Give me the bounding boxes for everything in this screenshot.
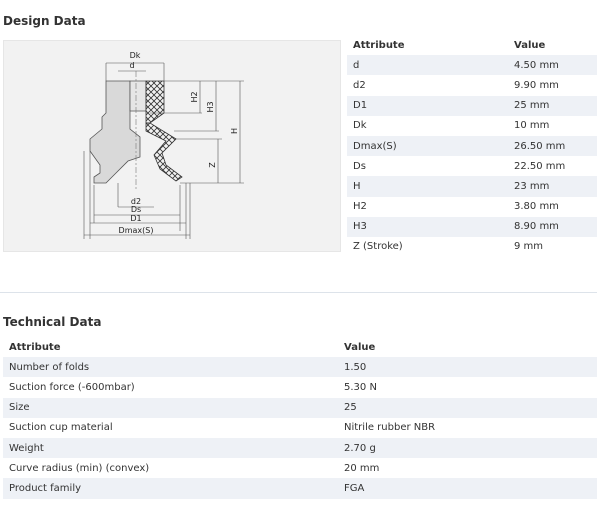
- row-attribute: Suction cup material: [9, 422, 113, 434]
- row-value: 23 mm: [508, 176, 597, 196]
- row-value: 4.50 mm: [508, 55, 597, 75]
- row-value: 1.50: [338, 357, 597, 377]
- table-row: [347, 55, 597, 75]
- dim-label-d2: d2: [130, 197, 142, 206]
- table-row: [3, 478, 597, 498]
- dim-label-h: H: [230, 127, 239, 135]
- dim-label-z: Z: [208, 162, 217, 168]
- row-attribute: Number of folds: [3, 357, 338, 377]
- section-divider: [0, 292, 597, 293]
- row-value: 3.80 mm: [514, 201, 559, 213]
- row-value: Nitrile rubber NBR: [344, 422, 436, 434]
- technical-table-header: [3, 337, 597, 357]
- row-attribute: H2: [353, 201, 367, 213]
- dim-label-dmax: Dmax(S): [118, 226, 154, 235]
- row-attribute: Z (Stroke): [353, 241, 403, 253]
- table-row: [347, 197, 597, 217]
- row-value: 26.50 mm: [508, 136, 597, 156]
- dim-label-h3: H3: [206, 101, 215, 113]
- design-table-header: [347, 35, 597, 55]
- table-row: [3, 377, 597, 397]
- technical-data-title: Technical Data: [3, 315, 102, 329]
- technical-drawing: [3, 40, 341, 252]
- dim-label-d1: D1: [130, 214, 142, 223]
- row-value: 8.90 mm: [508, 217, 597, 237]
- row-value: 25: [338, 398, 597, 418]
- row-attribute: Dmax(S): [347, 136, 508, 156]
- dim-label-h2: H2: [190, 91, 199, 103]
- row-attribute: Product family: [3, 478, 338, 498]
- row-attribute: D1: [347, 96, 508, 116]
- row-value: 22.50 mm: [514, 160, 566, 172]
- suction-cup-drawing: [4, 41, 342, 253]
- table-row: [3, 357, 597, 377]
- table-row: [347, 75, 597, 95]
- row-attribute: Size: [3, 398, 338, 418]
- table-row: [347, 217, 597, 237]
- dim-label-ds: Ds: [130, 205, 142, 214]
- column-header-attribute: Attribute: [9, 341, 61, 353]
- row-value: 9 mm: [514, 241, 544, 253]
- table-row: [347, 96, 597, 116]
- table-row: [3, 398, 597, 418]
- column-header-attribute: Attribute: [353, 39, 405, 51]
- table-row: [3, 418, 597, 438]
- row-value: 9.90 mm: [514, 79, 559, 91]
- table-row: [3, 458, 597, 478]
- row-attribute: Curve radius (min) (convex): [9, 462, 150, 474]
- row-attribute: H3: [347, 217, 508, 237]
- row-value: 20 mm: [344, 462, 380, 474]
- technical-data-table: [3, 337, 597, 499]
- row-attribute: H: [347, 176, 508, 196]
- column-header-value: Value: [514, 39, 546, 51]
- design-data-title: Design Data: [3, 14, 86, 28]
- row-attribute: Dk: [353, 120, 367, 132]
- row-attribute: Ds: [353, 160, 366, 172]
- row-value: 25 mm: [508, 96, 597, 116]
- column-header-value: Value: [344, 341, 376, 353]
- table-row: [347, 156, 597, 176]
- table-row: [347, 116, 597, 136]
- table-row: [3, 438, 597, 458]
- table-row: [347, 136, 597, 156]
- row-value: FGA: [338, 478, 597, 498]
- design-data-table: [347, 35, 597, 257]
- dim-label-d: d: [129, 61, 135, 70]
- row-attribute: Weight: [3, 438, 338, 458]
- table-row: [347, 237, 597, 257]
- row-attribute: Suction force (-600mbar): [9, 381, 135, 393]
- row-attribute: d2: [353, 79, 366, 91]
- dim-label-dk: Dk: [129, 51, 141, 60]
- row-value: 5.30 N: [344, 381, 377, 393]
- row-attribute: d: [347, 55, 508, 75]
- row-value: 2.70 g: [338, 438, 597, 458]
- cup-body-shape: [90, 81, 146, 183]
- row-value: 10 mm: [514, 120, 550, 132]
- table-row: [347, 176, 597, 196]
